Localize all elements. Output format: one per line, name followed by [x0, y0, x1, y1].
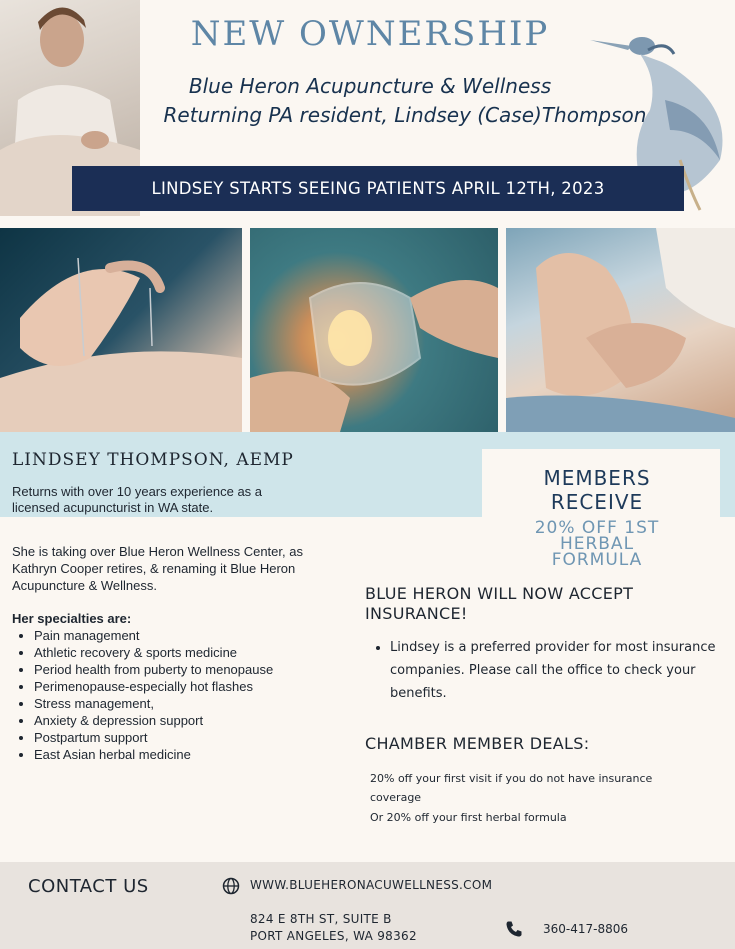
specialties-heading: Her specialties are:	[12, 611, 132, 626]
members-title-line1: MEMBERS	[543, 466, 651, 490]
members-offer-line3: FORMULA	[551, 550, 643, 570]
address-line1: 824 E 8TH ST, SUITE B	[250, 912, 392, 926]
website-link[interactable]: WWW.BLUEHERONACUWELLNESS.COM	[250, 878, 493, 892]
members-title-line2: RECEIVE	[550, 490, 644, 514]
specialty-item: • Postpartum support	[34, 729, 273, 746]
resident-line: Returning PA resident, Lindsey (Case)Thompson	[163, 103, 647, 127]
specialty-item: • Period health from puberty to menopause	[34, 661, 273, 678]
members-offer	[482, 520, 712, 568]
foot-acupressure-photo	[506, 228, 735, 432]
globe-icon	[222, 877, 240, 895]
chamber-heading: CHAMBER MEMBER DEALS:	[365, 734, 590, 753]
cupping-photo	[250, 228, 498, 432]
specialty-item: • East Asian herbal medicine	[34, 746, 273, 763]
chamber-deal-herbal: Or 20% off your first herbal formula	[370, 811, 567, 824]
takeover-text: She is taking over Blue Heron Wellness Center, as Kathryn Cooper retires, & renaming it Blue Heron Acupuncture & Wellness.	[12, 544, 303, 593]
specialty-item: • Athletic recovery & sports medicine	[34, 644, 273, 661]
headline: NEW OWNERSHIP	[190, 14, 550, 54]
chamber-deal-visit: 20% off your first visit if you do not have insurance coverage	[370, 772, 653, 804]
start-date-banner	[72, 166, 684, 211]
business-name: Blue Heron Acupuncture & Wellness	[188, 74, 552, 98]
banner-text: LINDSEY STARTS SEEING PATIENTS APRIL 12TH, 2023	[151, 179, 605, 198]
specialty-item: • Perimenopause-especially hot flashes	[34, 678, 273, 695]
practitioner-name: LINDSEY THOMPSON, AEMP	[12, 450, 294, 470]
acupuncture-photo	[0, 228, 242, 432]
members-title	[482, 466, 712, 514]
specialty-item: • Stress management,	[34, 695, 273, 712]
intro-text: Returns with over 10 years experience as a licensed acupuncturist in WA state.	[12, 484, 263, 515]
phone-icon	[505, 920, 523, 938]
address-line2: PORT ANGELES, WA 98362	[250, 929, 417, 943]
members-offer-line1: 20% OFF 1ST	[534, 518, 660, 538]
specialties-list	[12, 627, 273, 763]
insurance-heading: BLUE HERON WILL NOW ACCEPT INSURANCE!	[365, 584, 634, 623]
contact-us-label: CONTACT US	[28, 876, 149, 897]
phone-number[interactable]: 360-417-8806	[543, 922, 629, 936]
specialty-item: • Pain management	[34, 627, 273, 644]
insurance-item: • Lindsey is a preferred provider for most insurance companies. Please call the office to check your benefits.	[390, 636, 725, 705]
insurance-list	[365, 636, 725, 705]
members-offer-line2: HERBAL	[559, 534, 635, 554]
specialty-item: • Anxiety & depression support	[34, 712, 273, 729]
